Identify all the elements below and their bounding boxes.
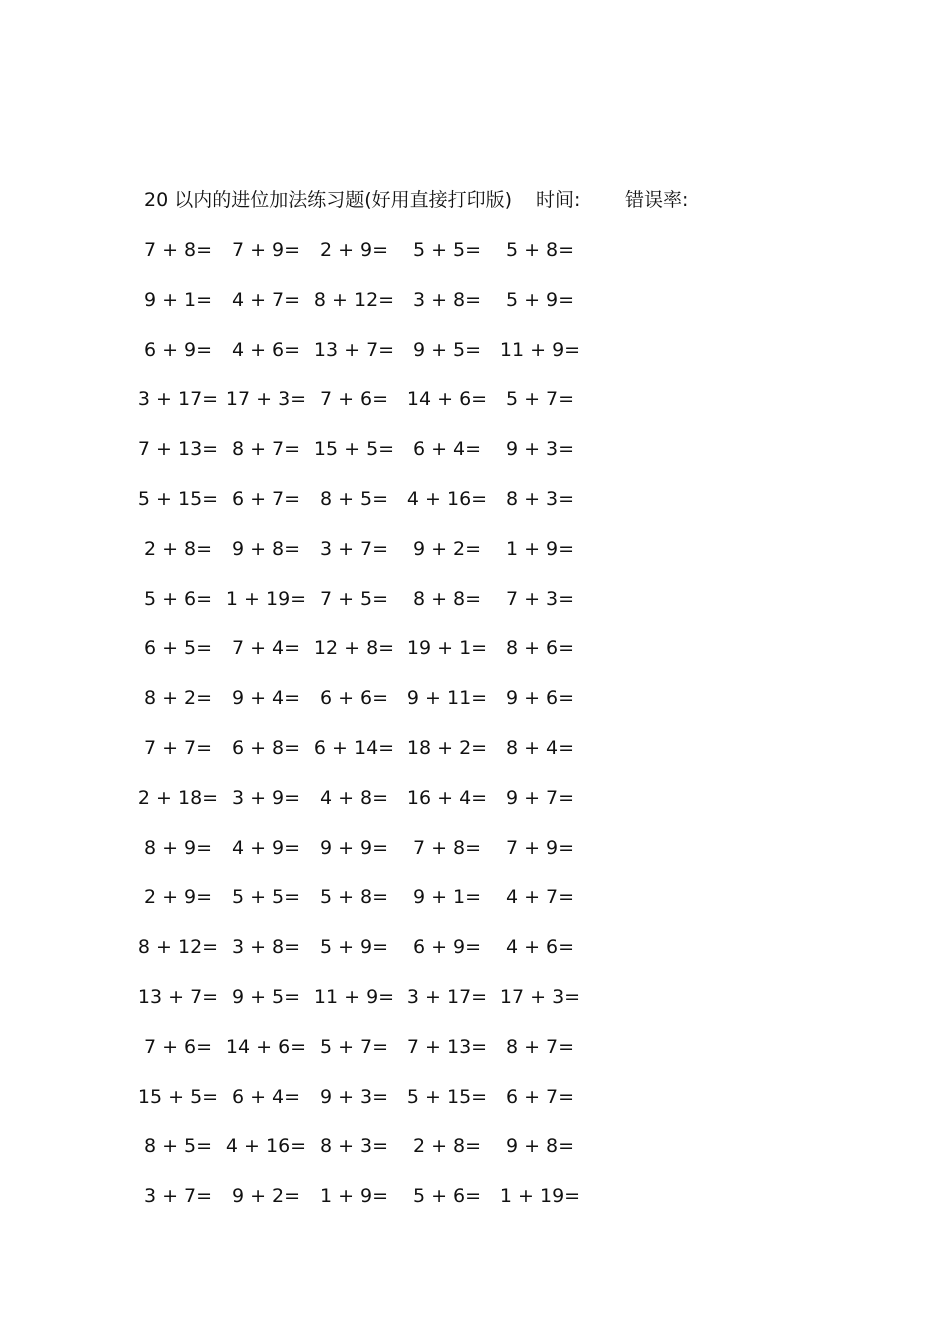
- math-problem: 5 + 15=: [137, 488, 219, 510]
- math-problem: 14 + 6=: [406, 388, 488, 411]
- math-problem: 5 + 6=: [143, 587, 213, 610]
- math-problem: 17 + 3=: [225, 388, 307, 411]
- math-problem: 7 + 13=: [137, 438, 219, 461]
- math-problem: 3 + 8=: [412, 288, 482, 311]
- math-problem: 8 + 12=: [137, 936, 219, 959]
- math-problem: 11 + 9=: [313, 986, 395, 1008]
- math-problem: 19 + 1=: [406, 637, 488, 660]
- math-problem: 8 + 5=: [319, 488, 389, 510]
- math-problem: 4 + 16=: [406, 488, 488, 510]
- math-problem: 1 + 9=: [505, 537, 575, 560]
- math-problem: 8 + 8=: [412, 587, 482, 610]
- math-problem: 4 + 16=: [225, 1135, 307, 1158]
- math-problem: 13 + 7=: [313, 338, 395, 361]
- math-problem: 18 + 2=: [406, 737, 488, 759]
- math-problem: 8 + 3=: [319, 1135, 389, 1158]
- math-problem: 4 + 6=: [505, 936, 575, 959]
- math-problem: 8 + 9=: [143, 836, 213, 859]
- math-problem: 5 + 9=: [505, 288, 575, 311]
- worksheet-title: 20 以内的进位加法练习题(好用直接打印版): [144, 189, 513, 211]
- math-problem: 5 + 7=: [505, 388, 575, 411]
- math-problem: 7 + 3=: [505, 587, 575, 610]
- math-problem: 5 + 8=: [505, 239, 575, 261]
- math-problem: 7 + 4=: [231, 637, 301, 660]
- math-problem: 4 + 7=: [231, 288, 301, 311]
- math-problem: 17 + 3=: [499, 986, 581, 1008]
- math-problem: 7 + 9=: [231, 239, 301, 261]
- math-problem: 8 + 7=: [231, 438, 301, 461]
- math-problem: 9 + 4=: [231, 687, 301, 710]
- math-problem: 7 + 7=: [143, 737, 213, 759]
- math-problem: 9 + 7=: [505, 786, 575, 809]
- math-problem: 2 + 9=: [319, 239, 389, 261]
- math-problem: 16 + 4=: [406, 786, 488, 809]
- math-problem: 9 + 8=: [231, 537, 301, 560]
- math-problem: 8 + 5=: [143, 1135, 213, 1158]
- math-problem: 6 + 4=: [412, 438, 482, 461]
- math-problem: 8 + 3=: [505, 488, 575, 510]
- math-problem: 1 + 9=: [319, 1185, 389, 1208]
- math-problem: 12 + 8=: [313, 637, 395, 660]
- math-problem: 8 + 4=: [505, 737, 575, 759]
- math-problem: 7 + 6=: [143, 1035, 213, 1058]
- math-problem: 2 + 9=: [143, 886, 213, 909]
- math-problem: 7 + 6=: [319, 388, 389, 411]
- math-problem: 6 + 6=: [319, 687, 389, 710]
- math-problem: 2 + 8=: [412, 1135, 482, 1158]
- math-problem: 6 + 7=: [231, 488, 301, 510]
- math-problem: 7 + 13=: [406, 1035, 488, 1058]
- math-problem: 3 + 8=: [231, 936, 301, 959]
- error-rate-label: 错误率:: [625, 189, 689, 211]
- math-problem: 15 + 5=: [313, 438, 395, 461]
- math-problem: 5 + 6=: [412, 1185, 482, 1208]
- time-label: 时间:: [536, 189, 581, 211]
- math-problem: 9 + 1=: [412, 886, 482, 909]
- math-problem: 7 + 9=: [505, 836, 575, 859]
- math-problem: 1 + 19=: [225, 587, 307, 610]
- math-problem: 4 + 8=: [319, 786, 389, 809]
- math-problem: 2 + 18=: [137, 786, 219, 809]
- math-problem: 5 + 5=: [412, 239, 482, 261]
- math-problem: 3 + 7=: [319, 537, 389, 560]
- math-problem: 7 + 8=: [143, 239, 213, 261]
- math-problem: 8 + 2=: [143, 687, 213, 710]
- math-problem: 4 + 6=: [231, 338, 301, 361]
- math-problem: 9 + 5=: [231, 986, 301, 1008]
- math-problem: 3 + 17=: [406, 986, 488, 1008]
- math-problem: 9 + 2=: [412, 537, 482, 560]
- math-problem: 6 + 8=: [231, 737, 301, 759]
- math-problem: 9 + 3=: [319, 1085, 389, 1108]
- math-problem: 2 + 8=: [143, 537, 213, 560]
- math-problem: 8 + 12=: [313, 288, 395, 311]
- math-problem: 4 + 7=: [505, 886, 575, 909]
- math-problem: 1 + 19=: [499, 1185, 581, 1208]
- math-problem: 6 + 4=: [231, 1085, 301, 1108]
- math-problem: 6 + 14=: [313, 737, 395, 759]
- math-problem: 8 + 6=: [505, 637, 575, 660]
- math-problem: 5 + 5=: [231, 886, 301, 909]
- math-problem: 8 + 7=: [505, 1035, 575, 1058]
- math-problem: 9 + 9=: [319, 836, 389, 859]
- math-problem: 6 + 9=: [412, 936, 482, 959]
- math-problem: 6 + 5=: [143, 637, 213, 660]
- math-problem: 3 + 9=: [231, 786, 301, 809]
- math-problem: 5 + 7=: [319, 1035, 389, 1058]
- math-problem: 9 + 11=: [406, 687, 488, 710]
- math-problem: 9 + 1=: [143, 288, 213, 311]
- math-problem: 5 + 8=: [319, 886, 389, 909]
- math-problem: 9 + 6=: [505, 687, 575, 710]
- math-problem: 15 + 5=: [137, 1085, 219, 1108]
- math-problem: 6 + 9=: [143, 338, 213, 361]
- math-problem: 5 + 15=: [406, 1085, 488, 1108]
- math-problem: 9 + 5=: [412, 338, 482, 361]
- math-problem: 13 + 7=: [137, 986, 219, 1008]
- math-problem: 9 + 8=: [505, 1135, 575, 1158]
- math-problem: 14 + 6=: [225, 1035, 307, 1058]
- math-problem: 5 + 9=: [319, 936, 389, 959]
- math-problem: 3 + 7=: [143, 1185, 213, 1208]
- math-problem: 3 + 17=: [137, 388, 219, 411]
- math-problem: 6 + 7=: [505, 1085, 575, 1108]
- math-problem: 4 + 9=: [231, 836, 301, 859]
- math-problem: 9 + 3=: [505, 438, 575, 461]
- math-problem: 7 + 5=: [319, 587, 389, 610]
- math-problem: 11 + 9=: [499, 338, 581, 361]
- math-problem: 7 + 8=: [412, 836, 482, 859]
- math-problem: 9 + 2=: [231, 1185, 301, 1208]
